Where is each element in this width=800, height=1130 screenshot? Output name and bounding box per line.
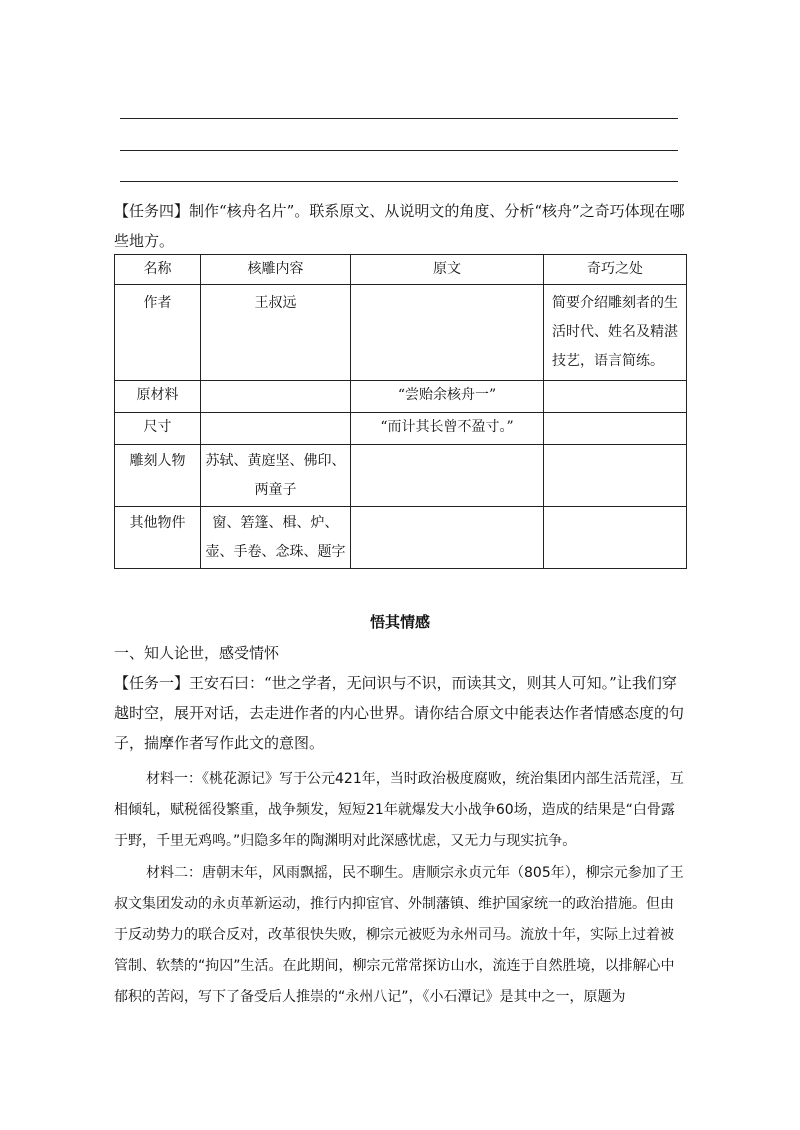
row-original [351, 507, 544, 569]
row-original [351, 285, 544, 381]
row-original: “尝贻余核舟一” [351, 381, 544, 413]
table-row [115, 445, 687, 507]
row-name: 雕刻人物 [115, 445, 201, 507]
row-name: 其他物件 [115, 507, 201, 569]
section-title: 悟其情感 [369, 613, 430, 631]
row-content: 苏轼、黄庭坚、佛印、两童子 [201, 445, 351, 507]
row-skill [544, 507, 687, 569]
task4-prompt: 【任务四】制作“核舟名片”。联系原文、从说明文的角度、分析“核舟”之奇巧体现在哪些地方。 [114, 202, 685, 250]
table-row [115, 381, 687, 413]
header-original: 原文 [351, 255, 544, 285]
row-content [201, 413, 351, 445]
section-subheading: 一、知人论世，感受情怀 [114, 644, 280, 662]
task1-prompt: 【任务一】王安石曰：“世之学者，无问识与不识，而读其文，则其人可知。”让我们穿越时空，展开对话，去走进作者的内心世界。请你结合原文中能表达作者情感态度的句子，揣摩作者写作此文的意图。 [114, 674, 685, 752]
header-content: 核雕内容 [201, 255, 351, 285]
row-content [201, 381, 351, 413]
row-skill [544, 445, 687, 507]
row-original [351, 445, 544, 507]
table-row [115, 413, 687, 445]
material-2: 材料二：唐朝末年，风雨飘摇，民不聊生。唐顺宗永贞元年（805年），柳宗元参加了王叔文集团发动的永贞革新运动，推行内抑宦官、外制藩镇、维护国家统一的政治措施。但由于反动势力的联合反对，改革很快失败，柳宗元被贬为永州司马。流放十年，实际上过着被管制、软禁的“拘囚”生活。在此期间，柳宗元常常探访山水，流连于自然胜境，以排解心中郁积的苦闷，写下了备受后人推崇的“永州八记”，《小石潭记》是其中之一，原题为 [114, 865, 684, 1005]
hezhou-table [114, 254, 687, 569]
header-name: 名称 [115, 255, 201, 285]
row-skill [544, 381, 687, 413]
row-skill [544, 413, 687, 445]
answer-line-2 [120, 150, 678, 151]
answer-line-1 [120, 118, 678, 119]
row-name: 尺寸 [115, 413, 201, 445]
row-content: 窗、箬篷、楫、炉、壶、手卷、念珠、题字 [201, 507, 351, 569]
answer-line-3 [120, 181, 678, 182]
row-skill: 简要介绍雕刻者的生活时代、姓名及精湛技艺，语言简练。 [544, 285, 687, 381]
table-row [115, 507, 687, 569]
row-content: 王叔远 [201, 285, 351, 381]
table-row [115, 285, 687, 381]
material-1: 材料一：《桃花源记》写于公元421年，当时政治极度腐败，统治集团内部生活荒淫，互相倾轧，赋税徭役繁重，战争频发，短短21年就爆发大小战争60场，造成的结果是“白骨露于野，千里无鸡鸣。”归隐多年的陶渊明对此深感忧虑，又无力与现实抗争。 [114, 771, 684, 849]
row-name: 作者 [115, 285, 201, 381]
row-original: “而计其长曾不盈寸。” [351, 413, 544, 445]
row-name: 原材料 [115, 381, 201, 413]
header-skill: 奇巧之处 [544, 255, 687, 285]
table-header-row [115, 255, 687, 285]
